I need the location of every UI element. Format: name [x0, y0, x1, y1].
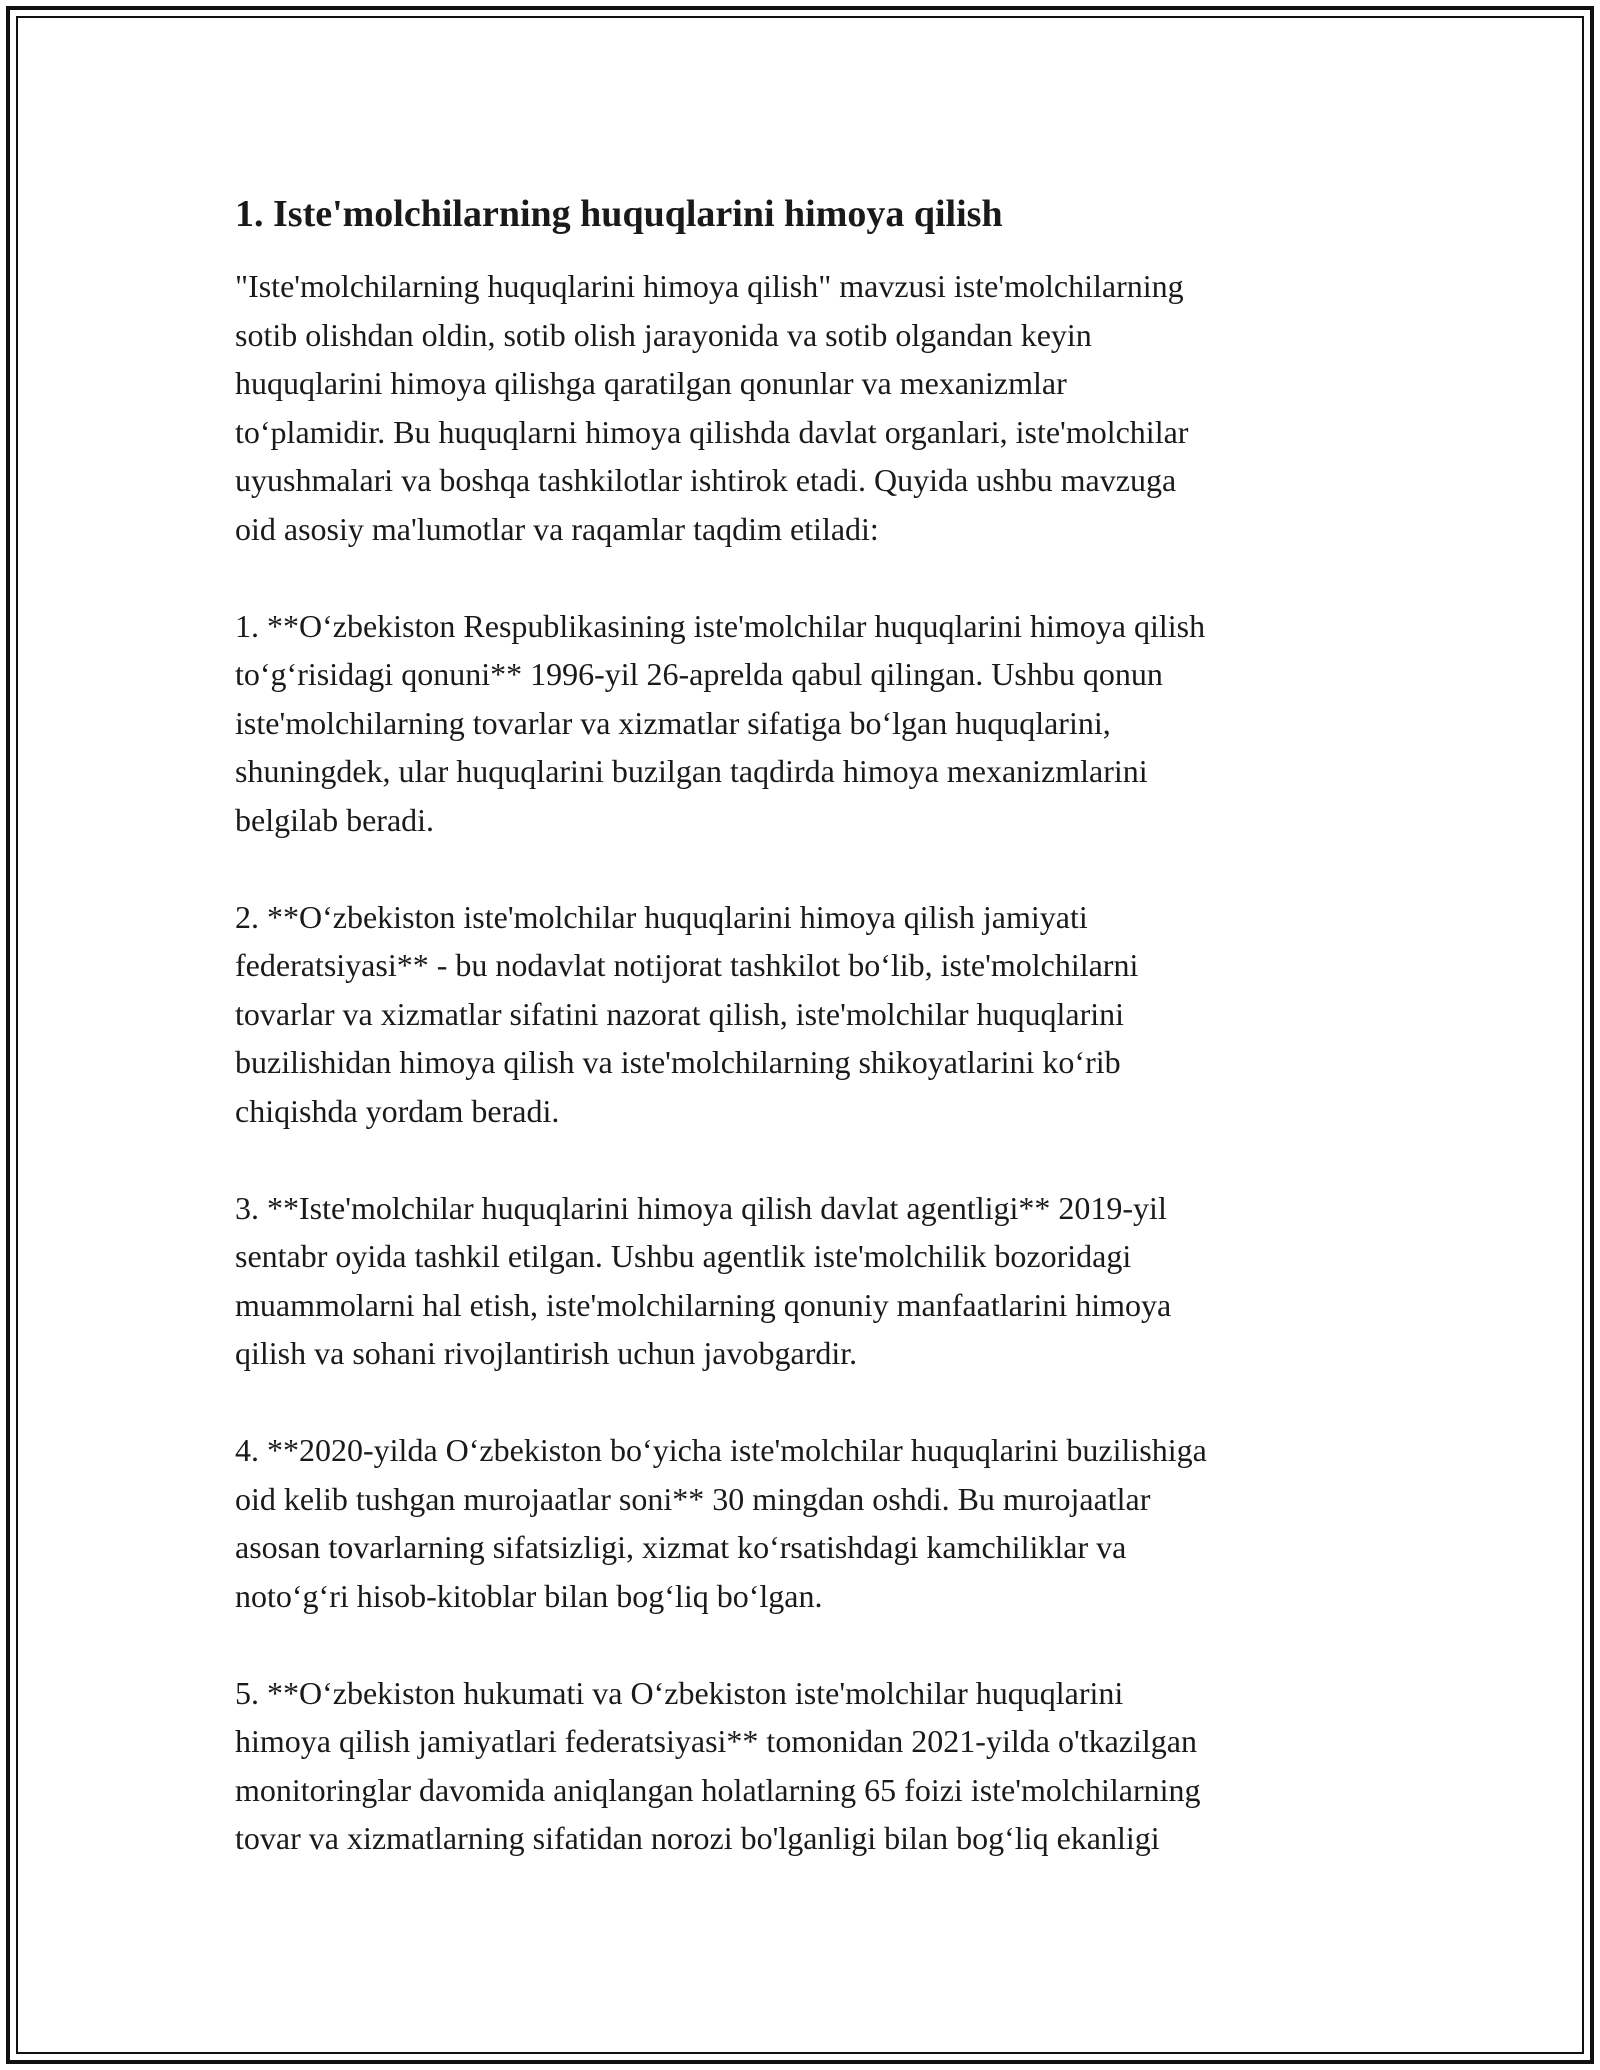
list-item-4-paragraph — [235, 1426, 1375, 1620]
text-line: qilish va sohani rivojlantirish uchun javobgardir. — [235, 1335, 858, 1371]
text-line: oid asosiy ma'lumotlar va raqamlar taqdim etiladi: — [235, 510, 879, 547]
text-line: "Iste'molchilarning huquqlarini himoya qilish" mavzusi iste'molchilarning — [235, 268, 1184, 304]
text-line: shuningdek, ular huquqlarini buzilgan taqdirda himoya mexanizmlarini — [235, 753, 1148, 789]
text-line: buzilishidan himoya qilish va iste'molchilarning shikoyatlarini ko‘rib — [235, 1044, 1121, 1080]
text-line: 4. **2020-yilda O‘zbekiston bo‘yicha iste'molchilar huquqlarini buzilishiga — [235, 1432, 1207, 1468]
text-line: monitoringlar davomida aniqlangan holatlarning 65 foizi iste'molchilarning — [235, 1771, 1201, 1808]
text-line: 1. **O‘zbekiston Respublikasining iste'molchilar huquqlarini himoya qilish — [235, 607, 1206, 644]
text-line: federatsiyasi** - bu nodavlat notijorat tashkilot bo‘lib, iste'molchilarni — [235, 947, 1139, 983]
text-line: belgilab beradi. — [235, 801, 435, 838]
text-line: 5. **O‘zbekiston hukumati va O‘zbekiston iste'molchilar huquqlarini — [235, 1674, 1124, 1711]
text-line: 3. **Iste'molchilar huquqlarini himoya qilish davlat agentligi** 2019-yil — [235, 1189, 1167, 1226]
text-line: himoya qilish jamiyatlari federatsiyasi** tomonidan 2021-yilda o'tkazilgan — [235, 1723, 1197, 1759]
document-title: 1. Iste'molchilarning huquqlarini himoya qilish — [235, 193, 1003, 235]
text-line: muammolarni hal etish, iste'molchilarning qonuniy manfaatlarini himoya — [235, 1286, 1172, 1323]
text-line: iste'molchilarning tovarlar va xizmatlar sifatiga bo‘lgan huquqlarini, — [235, 704, 1111, 741]
document-page — [235, 186, 1375, 1911]
text-line: tovar va xizmatlarning sifatidan norozi bo'lganligi bilan bog‘liq ekanligi — [235, 1820, 1160, 1856]
list-item-2-paragraph — [235, 893, 1375, 1136]
text-line: chiqishda yordam beradi. — [235, 1092, 560, 1129]
text-line: sentabr oyida tashkil etilgan. Ushbu agentlik iste'molchilik bozoridagi — [235, 1238, 1132, 1274]
list-item-5-paragraph — [235, 1669, 1375, 1863]
text-line: asosan tovarlarning sifatsizligi, xizmat ko‘rsatishdagi kamchiliklar va — [235, 1529, 1127, 1565]
text-line: tovarlar va xizmatlar sifatini nazorat qilish, iste'molchilar huquqlarini — [235, 995, 1125, 1032]
text-line: huquqlarini himoya qilishga qaratilgan qonunlar va mexanizmlar — [235, 365, 1067, 401]
text-line: oid kelib tushgan murojaatlar soni** 30 mingdan oshdi. Bu murojaatlar — [235, 1480, 1151, 1517]
text-line: sotib olishdan oldin, sotib olish jarayonida va sotib olgandan keyin — [235, 316, 1092, 353]
list-item-3-paragraph — [235, 1184, 1375, 1378]
text-line: uyushmalari va boshqa tashkilotlar ishtirok etadi. Quyida ushbu mavzuga — [235, 462, 1177, 498]
text-line: to‘g‘risidagi qonuni** 1996-yil 26-aprelda qabul qilingan. Ushbu qonun — [235, 656, 1163, 692]
intro-paragraph — [235, 262, 1375, 553]
list-item-1-paragraph — [235, 602, 1375, 845]
text-line: 2. **O‘zbekiston iste'molchilar huquqlarini himoya qilish jamiyati — [235, 898, 1088, 935]
text-line: to‘plamidir. Bu huquqlarni himoya qilishda davlat organlari, iste'molchilar — [235, 413, 1189, 450]
text-line: noto‘g‘ri hisob-kitoblar bilan bog‘liq bo‘lgan. — [235, 1577, 823, 1614]
